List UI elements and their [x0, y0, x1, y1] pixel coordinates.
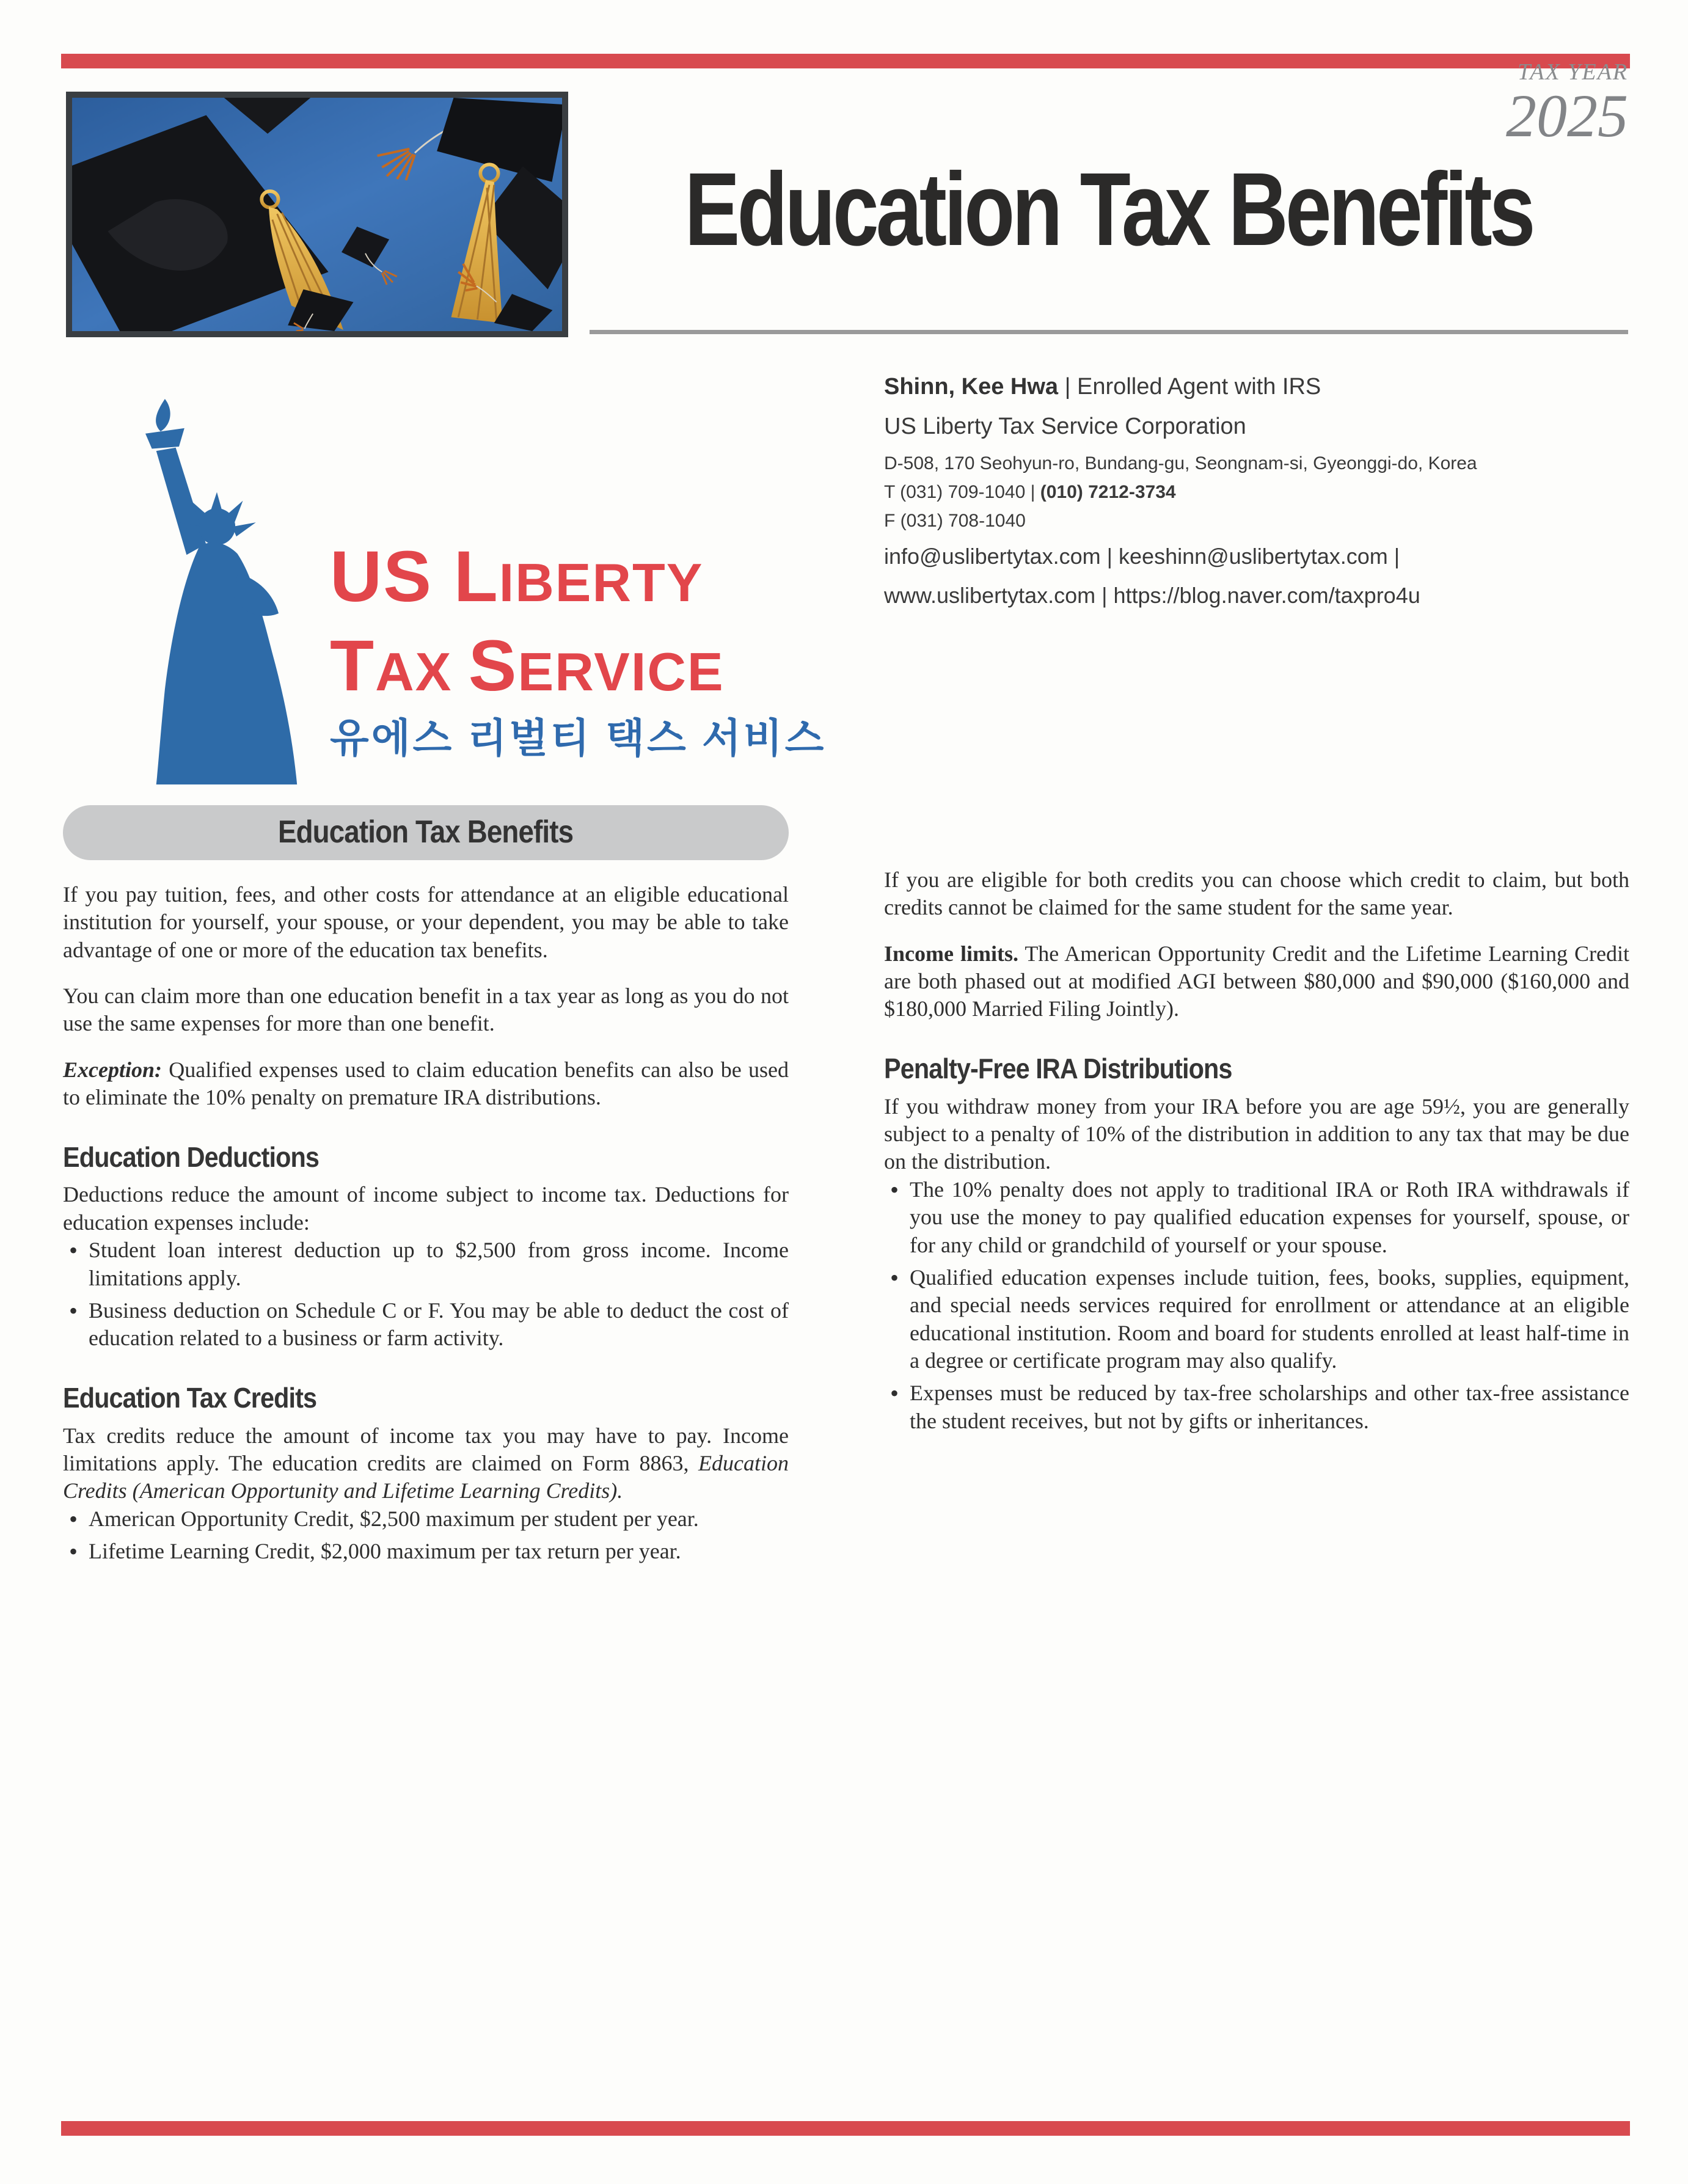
- heading-education-tax-credits: Education Tax Credits: [63, 1381, 317, 1414]
- left-column: [63, 805, 789, 1570]
- credits-intro-italic: Education Credits (American Opportunity and Lifetime Learning Credits).: [63, 1450, 789, 1503]
- intro-paragraph-1: If you pay tuition, fees, and other costs for attendance at an eligible educational institution for yourself, your spouse, or your dependent, you may be able to take advantage of one or more of the education tax benefits.: [63, 882, 789, 962]
- income-limits-text: The American Opportunity Credit and the Lifetime Learning Credit are both phased out at modified AGI between $80,000 and $90,000 ($160,000 and $180,000 Married Filing Jointly).: [884, 941, 1629, 1021]
- logo-t: T: [330, 626, 376, 706]
- liberty-logo: [86, 360, 827, 794]
- logo-line-1: [330, 536, 725, 617]
- list-item: • Expenses must be reduced by tax-free scholarships and other tax-free assistance the student receives, but not by gifts or inheritances.: [884, 1379, 1629, 1435]
- logo-korean-text: 유에스 리벌티 택스 서비스: [330, 715, 827, 761]
- contact-web: www.uslibertytax.com | https://blog.naver.com/taxpro4u: [884, 583, 1420, 608]
- logo-wordmark: [330, 536, 725, 706]
- contact-title: | Enrolled Agent with IRS: [1058, 374, 1321, 400]
- list-item: • Student loan interest deduction up to $2,500 from gross income. Income limitations apply.: [63, 1236, 789, 1292]
- deductions-intro: Deductions reduce the amount of income subject to income tax. Deductions for education expenses include:: [63, 1182, 789, 1235]
- heading-education-deductions: Education Deductions: [63, 1141, 320, 1173]
- logo-us-l: US L: [330, 536, 499, 617]
- contact-emails: info@uslibertytax.com | keeshinn@uslibertytax.com |: [884, 544, 1400, 569]
- logo-iberty: IBERTY: [499, 552, 704, 613]
- deductions-bullet-list: [63, 1236, 789, 1352]
- section-pill: [63, 805, 789, 860]
- contact-mobile: (010) 7212-3734: [1040, 482, 1176, 502]
- title-rule: [590, 330, 1628, 334]
- exception-paragraph: [63, 1056, 789, 1112]
- contact-address: D-508, 170 Seohyun-ro, Bundang-gu, Seongnam-si, Gyeonggi-do, Korea: [884, 453, 1477, 473]
- contact-name: Shinn, Kee Hwa: [884, 374, 1059, 400]
- bottom-red-bar: [61, 2121, 1630, 2136]
- tax-year-label: TAX YEAR: [1517, 59, 1628, 85]
- ira-intro: If you withdraw money from your IRA before you are age 59½, you are generally subject to a penalty of 10% of the distribution in addition to any tax that may be due on the distribution.: [884, 1094, 1629, 1174]
- tax-year-value: 2025: [1506, 82, 1628, 150]
- exception-label: Exception:: [63, 1057, 162, 1082]
- contact-name-line: [884, 374, 1635, 400]
- intro-paragraph-2: You can claim more than one education benefit in a tax year as long as you do not use the same expenses for more than one benefit.: [63, 984, 789, 1036]
- contact-phone-line: [884, 482, 1635, 503]
- right-column: [884, 866, 1629, 1440]
- logo-ervice: ERVICE: [517, 641, 725, 702]
- income-limits-paragraph: [884, 940, 1629, 1023]
- tax-year-block: [1506, 59, 1628, 150]
- page-title: [590, 152, 1628, 268]
- logo-line-2: [330, 626, 725, 706]
- logo-s: S: [468, 626, 518, 706]
- credits-intro: [63, 1422, 789, 1505]
- contact-phone: T (031) 709-1040 |: [884, 482, 1040, 502]
- ira-bullet-list: [884, 1176, 1629, 1435]
- logo-ax: AX: [375, 641, 469, 702]
- contact-fax: F (031) 708-1040: [884, 511, 1026, 531]
- list-item: • The 10% penalty does not apply to traditional IRA or Roth IRA withdrawals if you use the money to pay qualified education expenses for yourself, spouse, or for any child or grandchild of yourself or your spouse.: [884, 1176, 1629, 1259]
- page-title-text: Education Tax Benefits: [684, 152, 1533, 268]
- credits-bullet-list: [63, 1505, 789, 1566]
- list-item: • Business deduction on Schedule C or F. You may be able to deduct the cost of education related to a business or farm activity.: [63, 1297, 789, 1353]
- both-credits-paragraph: If you are eligible for both credits you can choose which credit to claim, but both credits cannot be claimed for the same student for the same year.: [884, 867, 1629, 920]
- list-item: • American Opportunity Credit, $2,500 maximum per student per year.: [63, 1505, 789, 1533]
- graduation-photo-art: [72, 98, 562, 331]
- contact-company: US Liberty Tax Service Corporation: [884, 414, 1246, 439]
- statue-of-liberty-icon: [98, 388, 336, 791]
- contact-block: [884, 374, 1635, 608]
- income-limits-label: Income limits.: [884, 941, 1018, 966]
- top-red-bar: [61, 54, 1630, 68]
- credits-intro-text: Tax credits reduce the amount of income tax you may have to pay. Income limitations apply. The education credits are claimed on Form 8863,: [63, 1423, 789, 1475]
- list-item: • Lifetime Learning Credit, $2,000 maximum per tax return per year.: [63, 1538, 789, 1565]
- exception-text: Qualified expenses used to claim education benefits can also be used to eliminate the 10% penalty on premature IRA distributions.: [63, 1057, 789, 1110]
- heading-penalty-free-ira: Penalty-Free IRA Distributions: [884, 1052, 1232, 1084]
- section-pill-title: Education Tax Benefits: [278, 814, 574, 850]
- list-item: • Qualified education expenses include tuition, fees, books, supplies, equipment, and special needs services required for enrollment or attendance at an eligible educational institution. Room and board for students enrolled at least half-time in a degree or certificate program may also qualify.: [884, 1264, 1629, 1375]
- graduation-photo: [66, 92, 568, 337]
